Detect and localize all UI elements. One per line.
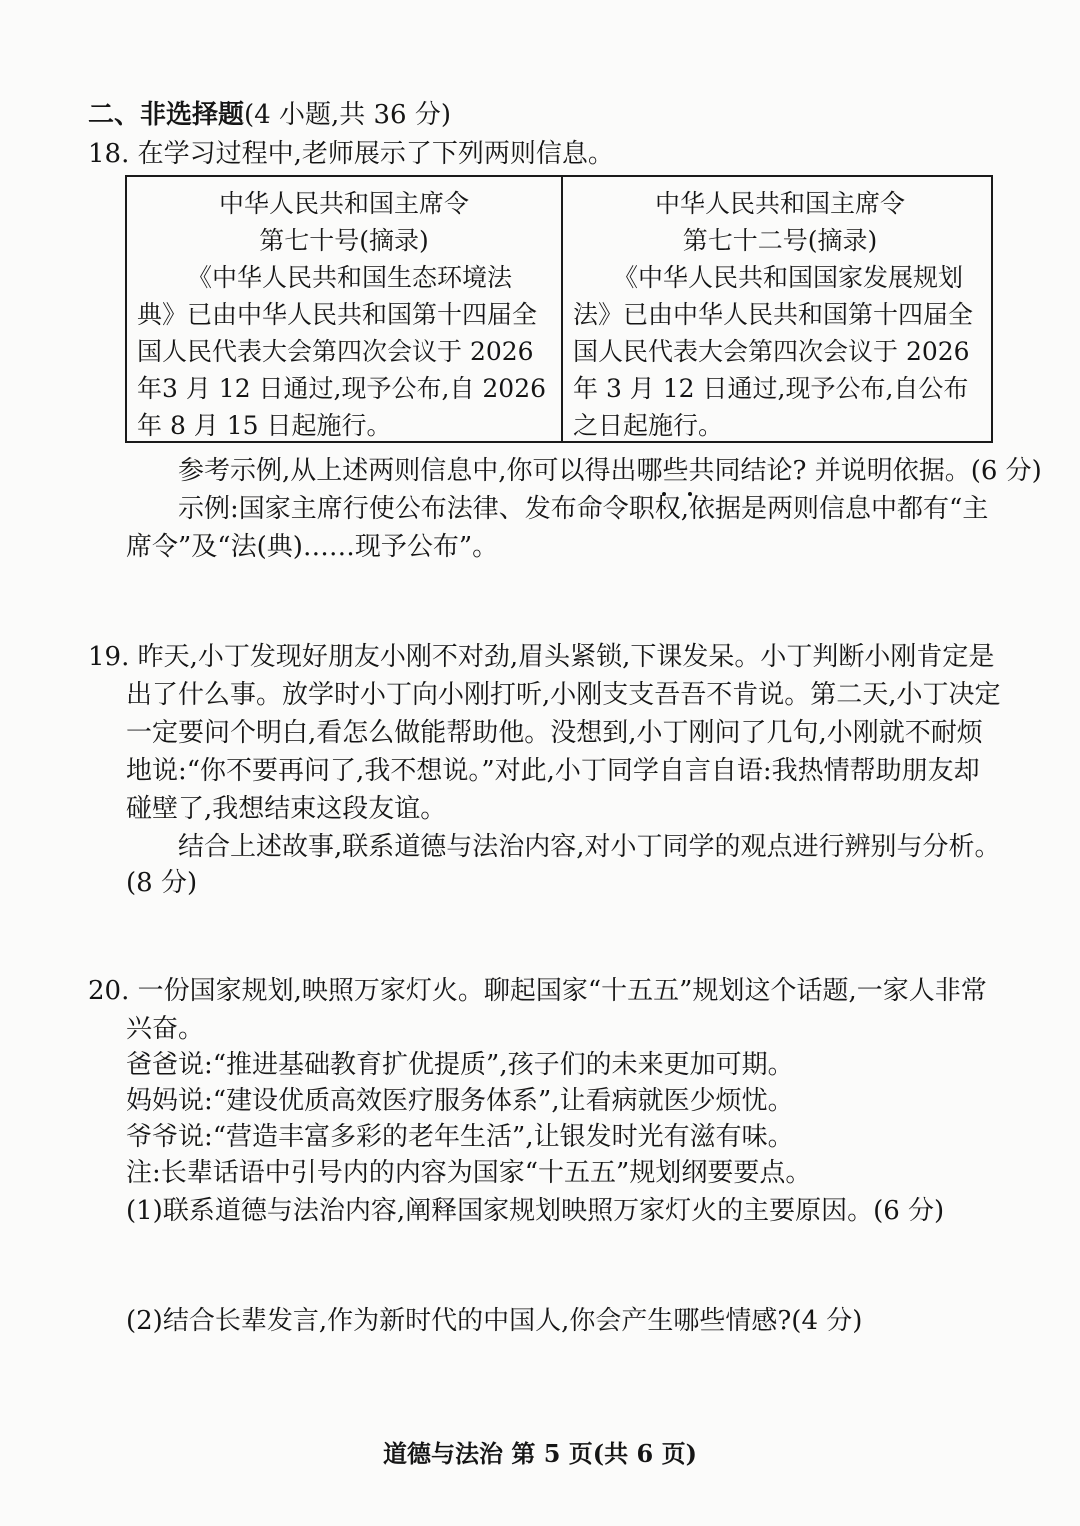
q18-left-cell (137, 185, 551, 444)
q20-mom-quote: 妈妈说:“建设优质高效医疗服务体系”,让看病就医少烦忧。 (126, 1086, 794, 1116)
section-title: 二、非选择题 (88, 100, 245, 130)
q19-line-5: 碰壁了,我想结束这段友谊。 (126, 794, 447, 824)
right-decree-title: 中华人民共和国主席令 (654, 189, 905, 218)
left-line-1: 《中华人民共和国生态环境法 (187, 263, 513, 292)
q20-dad-quote: 爸爸说:“推进基础教育扩优提质”,孩子们的未来更加可期。 (126, 1050, 794, 1080)
section-note: (4 小题,共 36 分) (244, 100, 451, 130)
page-footer: 道德与法治 第 5 页(共 6 页) (383, 1439, 697, 1468)
q19-line-4: 地说:“你不要再问了,我不想说。”对此,小丁同学自言自语:我热情帮助朋友却 (126, 756, 980, 786)
left-line-5: 年 8 月 15 日起施行。 (137, 411, 392, 440)
section-header (88, 96, 451, 134)
q19-line-1: 19. 昨天,小丁发现好朋友小刚不对劲,眉头紧锁,下课发呆。小丁判断小刚肯定是 (88, 642, 995, 672)
q18-right-cell (573, 185, 987, 444)
q19-question: 结合上述故事,联系道德与法治内容,对小丁同学的观点进行辨别与分析。 (178, 832, 1001, 862)
q18-example-line-1: 示例:国家主席行使公布法律、发布命令职权,依据是两则信息中都有“主 (178, 494, 989, 524)
left-decree-title: 中华人民共和国主席令 (218, 189, 469, 218)
left-line-4: 年3 月 12 日通过,现予公布,自 2026 (137, 374, 547, 403)
right-line-1: 《中华人民共和国国家发展规划 (613, 263, 964, 292)
q20-line-2: 兴奋。 (126, 1014, 205, 1044)
right-decree-number: 第七十二号(摘录) (682, 226, 878, 255)
right-line-4: 年 3 月 12 日通过,现予公布,自公布 (573, 374, 969, 403)
q20-sub-question-2: (2)结合长辈发言,作为新时代的中国人,你会产生哪些情感?(4 分) (126, 1306, 863, 1336)
right-line-3: 国人民代表大会第四次会议于 2026 (573, 337, 970, 366)
q19-line-3: 一定要问个明白,看怎么做能帮助他。没想到,小丁刚问了几句,小刚就不耐烦 (126, 718, 983, 748)
q18-info-table (125, 175, 993, 443)
q20-grandpa-quote: 爷爷说:“营造丰富多彩的老年生活”,让银发时光有滋有味。 (126, 1122, 794, 1152)
left-decree-number: 第七十号(摘录) (259, 226, 429, 255)
q18-example-line-2: 席令”及“法(典)……现予公布”。 (126, 532, 499, 562)
right-line-5: 之日起施行。 (573, 411, 724, 440)
left-line-3: 国人民代表大会第四次会议于 2026 (137, 337, 534, 366)
q20-sub-question-1: (1)联系道德与法治内容,阐释国家规划映照万家灯火的主要原因。(6 分) (126, 1196, 945, 1226)
left-line-2: 典》已由中华人民共和国第十四届全 (137, 300, 538, 329)
table-divider (561, 177, 563, 441)
q18-question: 参考示例,从上述两则信息中,你可以得出哪些共同结论? 并说明依据。(6 分) (178, 456, 1042, 486)
q20-note: 注:长辈话语中引号内的内容为国家“十五五”规划纲要要点。 (126, 1158, 812, 1188)
q19-line-2: 出了什么事。放学时小丁向小刚打听,小刚支支吾吾不肯说。第二天,小丁决定 (126, 680, 1001, 710)
right-line-2: 法》已由中华人民共和国第十四届全 (573, 300, 974, 329)
q19-score: (8 分) (126, 868, 198, 898)
q18-stem: 18. 在学习过程中,老师展示了下列两则信息。 (88, 139, 614, 169)
q20-line-1: 20. 一份国家规划,映照万家灯火。聊起国家“十五五”规划这个话题,一家人非常 (88, 976, 987, 1006)
